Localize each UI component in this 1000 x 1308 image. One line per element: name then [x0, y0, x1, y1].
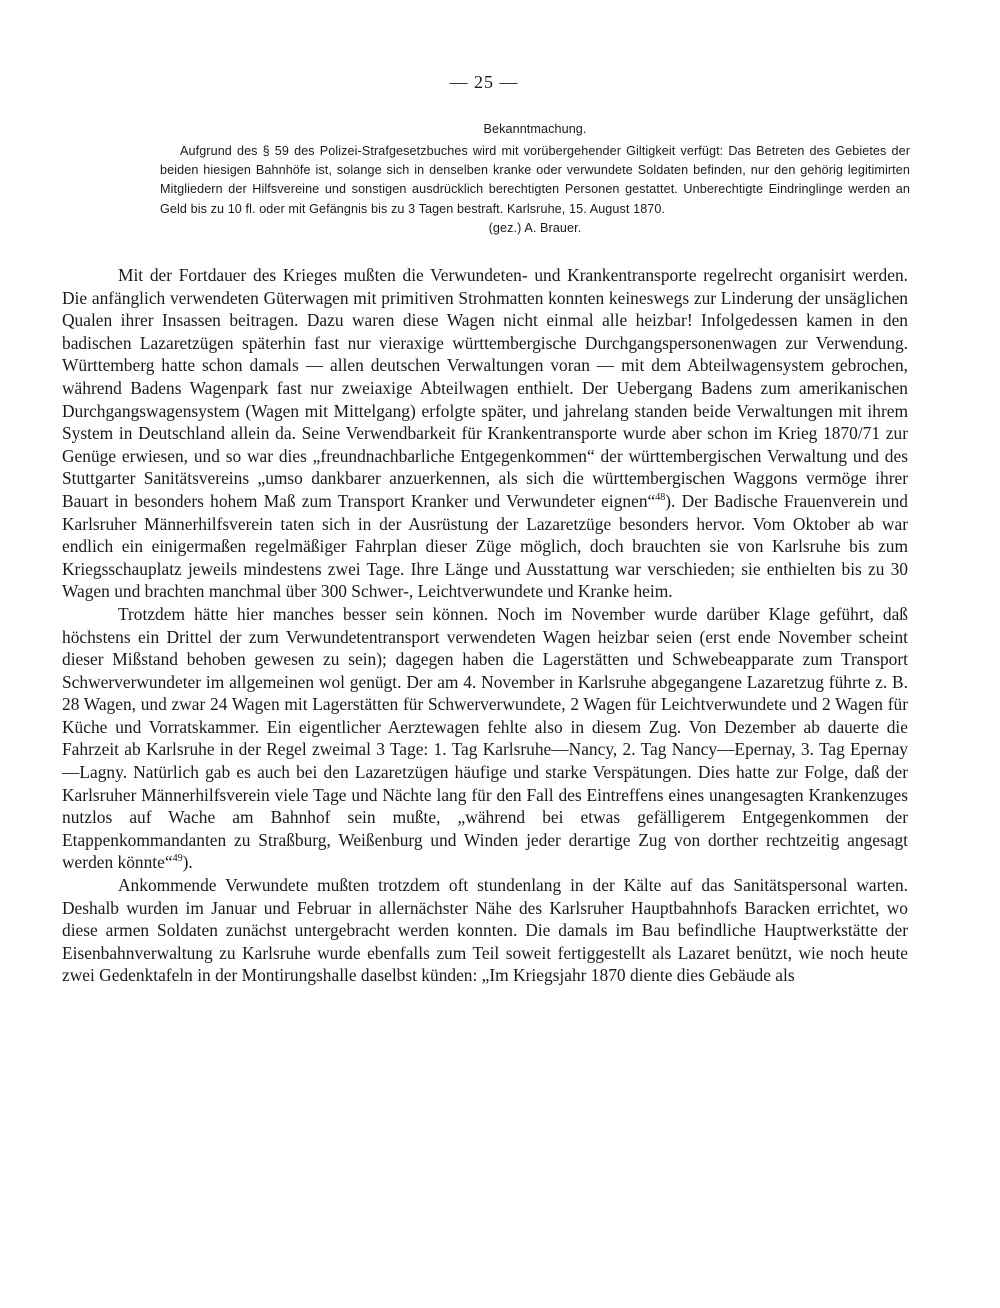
main-text [62, 264, 908, 987]
footnote-marker: 48 [655, 492, 666, 504]
page-number: — 25 — [449, 72, 519, 92]
document-page [60, 0, 908, 1308]
announcement-signature: (gez.) A. Brauer. [488, 220, 582, 235]
paragraph [62, 603, 908, 874]
paragraph-text: ). Der Badische Frauenverein und Karlsruher Männerhilfsverein taten sich in der Ausrüstung der Lazaretzüge besonders hervor. Vom Oktober ab war endlich ein einigermaßen regelmäßiger Fahrplan dieser Züge möglich, doch brauchten sie von Karlsruhe bis zum Kriegsschauplatz jeweils mindestens zwei Tage. Ihre Länge und Ausstattung war verschieden; sie enthielten bis zu 30 Wagen und brachten manchmal über 300 Schwer-, Leichtverwundete und Kranke heim. [62, 490, 908, 602]
paragraph [62, 264, 908, 603]
paragraph-text: Ankommende Verwundete mußten trotzdem oft stundenlang in der Kälte auf das Sanitätspersonal warten. Deshalb wurden im Januar und Februar in allernächster Nähe des Karlsruher Hauptbahnhofs Baracken errichtet, wo diese armen Soldaten zunächst untergebracht werden konnten. Die damals im Bau befindliche Hauptwerkstätte der Eisenbahnverwaltung zu Karlsruhe wurde ebenfalls zum Teil soweit fertiggestellt als Lazaret benützt, wie noch heute zwei Gedenktafeln in der Montirungshalle daselbst künden: „Im Kriegsjahr 1870 diente dies Gebäude als [62, 875, 908, 986]
paragraph-text: ). [182, 852, 193, 873]
paragraph-text: Mit der Fortdauer des Krieges mußten die Verwundeten- und Krankentransporte regelrecht organisirt werden. Die anfänglich verwendeten Güterwagen mit primitiven Strohmatten konnten keineswegs zur Linderung der unsäglichen Qualen ihrer Insassen beitragen. Dazu waren diese Wagen nicht einmal alle heizbar! Infolgedessen kamen in den badischen Lazaretzügen späterhin fast nur vieraxige württembergische Durchgangspersonenwagen zur Verwendung. Württemberg hatte schon damals — allen deutschen Verwaltungen voran — mit dem Abteilwagensystem gebrochen, während Badens Wagenpark fast nur zweiaxige Abteilwagen enthielt. Der Uebergang Badens zum amerikanischen Durchgangswagensystem (Wagen mit Mittelgang) erfolgte später, und jahrelang standen beide Verwaltungen mit ihrem System in Deutschland allein da. Seine Verwendbarkeit für Krankentransporte wurde aber schon im Krieg 1870/71 zur Genüge erwiesen, und so war dies „freundnachbarliche Entgegenkommen“ der württembergischen Verwaltung und des Stuttgarter Sanitätsvereins „umso dankbarer anzuerkennen, als sich die württembergischen Waggons vermöge ihrer Bauart in besonders hohem Maß zum Transport Kranker und Verwundeter eignen“ [62, 265, 908, 511]
paragraph-text: Trotzdem hätte hier manches besser sein können. Noch im November wurde darüber Klage geführt, daß höchstens ein Drittel der zum Verwundetentransport verwendeten Wagen heizbar seien (erst ende November scheint dieser Mißstand behoben gewesen zu sein); dagegen haben die Lagerstätten und Schwebeapparate zum Transport Schwerverwundeter im allgemeinen wol genügt. Der am 4. November in Karlsruhe abgegangene Lazaretzug führte z. B. 28 Wagen, und zwar 24 Wagen mit Lagerstätten für Schwerverwundete, 2 Wagen für Leichtverwundete und 2 Wagen für Küche und Vorratskammer. Ein eigentlicher Aerztewagen fehlte also in diesem Zug. Von Dezember ab dauerte die Fahrzeit ab Karlsruhe in der Regel zweimal 3 Tage: 1. Tag Karlsruhe—Nancy, 2. Tag Nancy—Epernay, 3. Tag Epernay—Lagny. Natürlich gab es auch bei den Lazaretzügen häufige und starke Verspätungen. Dies hatte zur Folge, daß der Karlsruher Männerhilfsverein viele Tage und Nächte lang für den Fall des Eintreffens eines unangesagten Krankenzuges nutzlos auf Wache am Bahnhof sein mußte, „während bei etwas gefälligerem Entgegenkommen der Etappenkommandanten zu Straßburg, Weißenburg und Winden jeder derartige Zug von dorther rechtzeitig angesagt werden könnte“ [62, 603, 908, 873]
announcement-title: Bekanntmachung. [483, 122, 587, 136]
announcement-body: Aufgrund des § 59 des Polizei-Strafgesetzbuches wird mit vorübergehender Giltigkeit verfügt: Das Betreten des Gebietes der beiden hiesigen Bahnhöfe ist, solange sich in denselben kranke oder verwundete Soldaten befinden, nur den gehörig legitimirten Mitgliedern der Hilfsvereine und sonstigen ausdrücklich berechtigten Personen gestattet. Unberechtigte Eindringlinge werden an Geld bis zu 10 fl. oder mit Gefängnis bis zu 3 Tagen bestraft. Karlsruhe, 15. August 1870. [160, 144, 910, 216]
announcement-block [160, 120, 910, 238]
paragraph [62, 874, 908, 987]
footnote-marker: 49 [172, 853, 183, 865]
